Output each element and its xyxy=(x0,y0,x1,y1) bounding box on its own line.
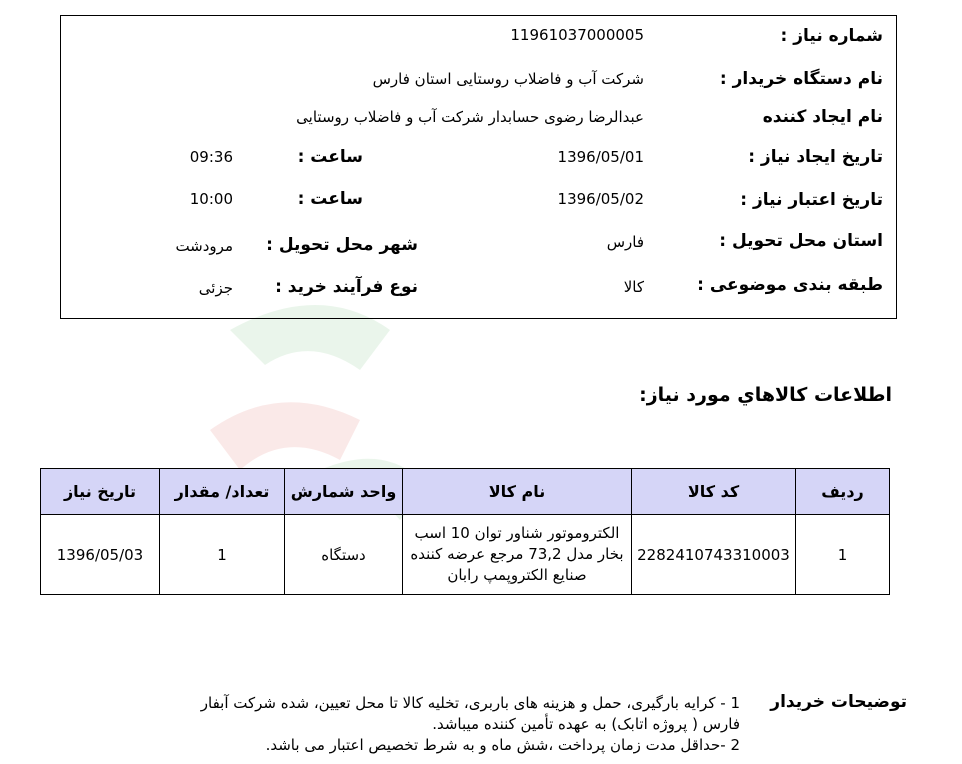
col-header-need-date: تاریخ نیاز xyxy=(41,469,160,515)
buyer-note-line-2: 2 -حداقل مدت زمان پرداخت ،شش ماه و به شرط تخصیص اعتبار می باشد. xyxy=(265,736,740,754)
cell-item-name: الکتروموتور شناور توان 10 اسب بخار مدل 73,2 مرجع عرضه کننده صنایع الکتروپمپ رابان xyxy=(403,515,632,595)
buyer-notes-text xyxy=(190,693,740,756)
buyer-org-label: نام دستگاه خریدار : xyxy=(719,69,883,89)
cell-unit: دستگاه xyxy=(285,515,403,595)
request-info-box xyxy=(60,15,897,319)
table-header-row xyxy=(41,469,890,515)
cell-item-code: 2282410743310003 xyxy=(632,515,796,595)
buyer-note-line-1: 1 - کرایه بارگیری، حمل و هزینه های باربری، تخلیه کالا تا محل تعیین، شده شرکت آبفار فارس ( پروژه اتابک) به عهده تأمین کننده میباشد. xyxy=(200,694,740,733)
city-label: شهر محل تحویل : xyxy=(266,235,418,255)
cell-quantity: 1 xyxy=(160,515,285,595)
creator-value: عبدالرضا رضوی حسابدار شرکت آب و فاضلاب روستایی xyxy=(296,108,644,126)
cell-row-number: 1 xyxy=(796,515,890,595)
created-time-label: ساعت : xyxy=(297,147,363,167)
valid-time-label: ساعت : xyxy=(297,189,363,209)
col-header-quantity: تعداد/ مقدار xyxy=(160,469,285,515)
valid-date-label: تاریخ اعتبار نیاز : xyxy=(740,190,883,210)
need-number-label: شماره نیاز : xyxy=(780,26,883,46)
category-label: طبقه بندی موضوعی : xyxy=(697,275,883,295)
created-date-value: 1396/05/01 xyxy=(557,148,644,166)
col-header-item-code: کد کالا xyxy=(632,469,796,515)
creator-label: نام ایجاد کننده xyxy=(762,107,883,127)
city-value: مرودشت xyxy=(175,237,233,255)
items-section-title: اطلاعات كالاهاي مورد نياز: xyxy=(639,384,892,406)
col-header-item-name: نام کالا xyxy=(403,469,632,515)
created-date-label: تاریخ ایجاد نیاز : xyxy=(748,147,883,167)
buyer-notes-label: توضیحات خریدار xyxy=(770,692,907,712)
process-value: جزئی xyxy=(198,279,233,297)
process-label: نوع فرآیند خرید : xyxy=(275,277,418,297)
need-number-value: 11961037000005 xyxy=(510,26,644,44)
valid-time-value: 10:00 xyxy=(189,190,233,208)
col-header-row-number: ردیف xyxy=(796,469,890,515)
col-header-unit: واحد شمارش xyxy=(285,469,403,515)
buyer-org-value: شرکت آب و فاضلاب روستایی استان فارس xyxy=(372,70,644,88)
province-value: فارس xyxy=(606,233,644,251)
category-value: کالا xyxy=(623,278,644,296)
items-table xyxy=(40,468,890,595)
cell-need-date: 1396/05/03 xyxy=(41,515,160,595)
created-time-value: 09:36 xyxy=(189,148,233,166)
valid-date-value: 1396/05/02 xyxy=(557,190,644,208)
province-label: استان محل تحویل : xyxy=(719,231,883,251)
table-row xyxy=(41,515,890,595)
